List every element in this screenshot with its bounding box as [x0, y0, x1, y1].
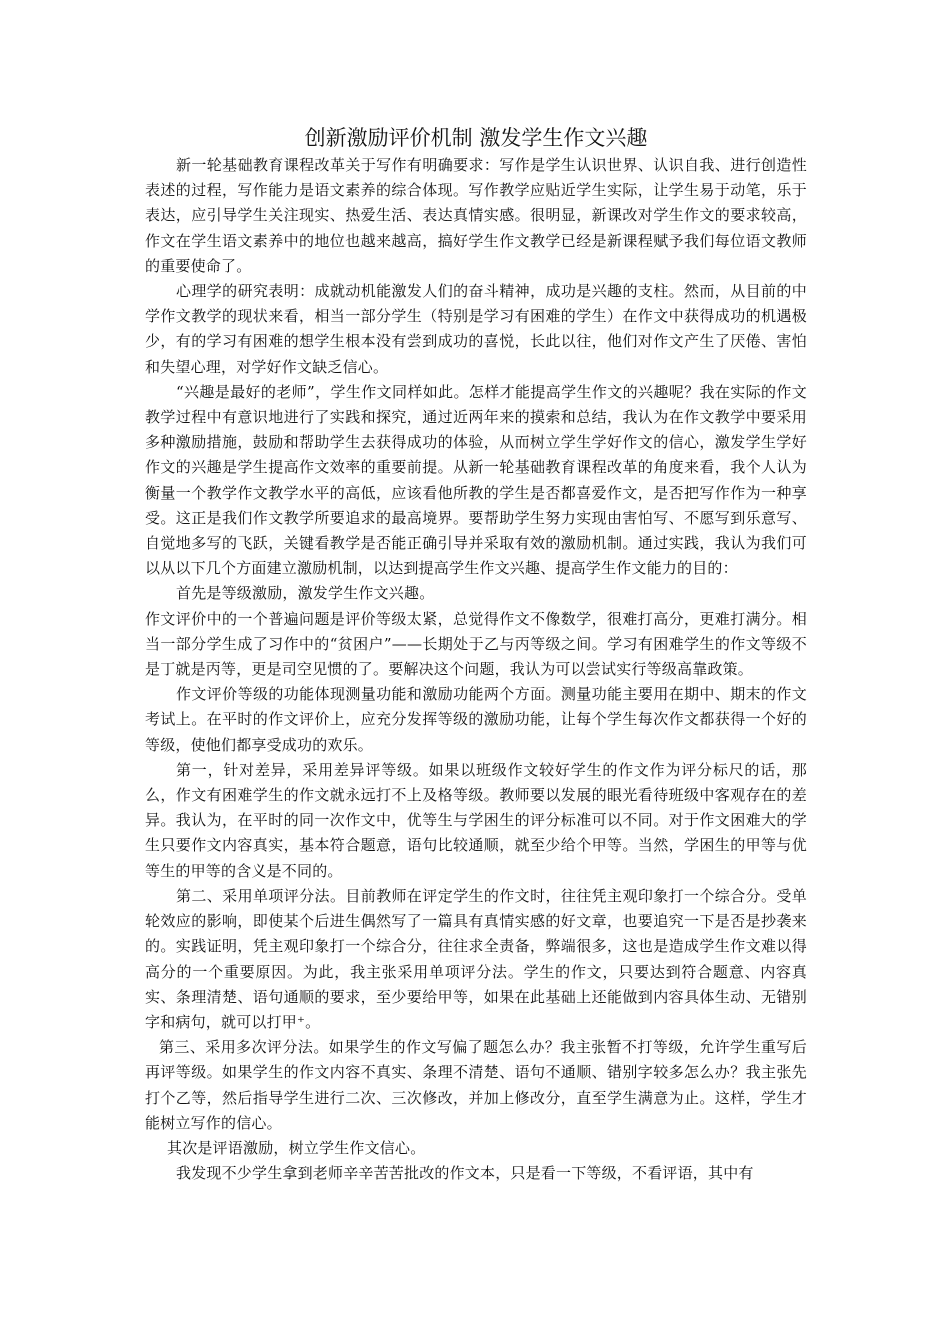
paragraph-4: 首先是等级激励，激发学生作文兴趣。: [176, 584, 435, 603]
paragraph-3: “兴趣是最好的老师”，学生作文同样如此。怎样才能提高学生作文的兴趣呢？我在实际的作文教学过程中有意识地进行了实践和探究，通过近两年来的摸索和总结，我认为在作文教学中要采用多种激励措施，鼓励和帮助学生去获得成功的体验，从而树立学生学好作文的信心，激发学生学好作文的兴趣是学生提高作文效率的重要前提。从新一轮基础教育课程改革的角度来看，我个人认为衡量一个教学作文教学水平的高低，应该看他所教的学生是否都喜爱作文，是否把写作作为一种享受。这正是我们作文教学所要追求的最高境界。要帮助学生努力实现由害怕写、不愿写到乐意写、自觉地多写的飞跃，关键看教学是否能正确引导并采取有效的激励机制。通过实践，我认为我们可以从以下几个方面建立激励机制，以达到提高学生作文兴趣、提高学生作文能力的目的：: [145, 382, 807, 578]
document-title: 创新激励评价机制 激发学生作文兴趣: [304, 126, 648, 150]
paragraph-9: 第三、采用多次评分法。如果学生的作文写偏了题怎么办？我主张暂不打等级，允许学生重写后再评等级。如果学生的作文内容不真实、条理不清楚、语句不通顺、错别字较多怎么办？我主张先打个乙等，然后指导学生进行二次、三次修改，并加上修改分，直至学生满意为止。这样，学生才能树立写作的信心。: [145, 1038, 807, 1132]
document-body: [145, 123, 807, 1186]
paragraph-6: 作文评价等级的功能体现测量功能和激励功能两个方面。测量功能主要用在期中、期末的作文考试上。在平时的作文评价上，应充分发挥等级的激励功能，让每个学生每次作文都获得一个好的等级，使他们都享受成功的欢乐。: [145, 685, 807, 754]
paragraph-7: 第一，针对差异，采用差异评等级。如果以班级作文较好学生的作文作为评分标尺的话，那么，作文有困难学生的作文就永远打不上及格等级。教师要以发展的眼光看待班级中客观存在的差异。我认为，在平时的同一次作文中，优等生与学困生的评分标准可以不同。对于作文困难大的学生只要作文内容真实，基本符合题意，语句比较通顺，就至少给个甲等。当然，学困生的甲等与优等生的甲等的含义是不同的。: [145, 760, 807, 880]
paragraph-1: 新一轮基础教育课程改革关于写作有明确要求：写作是学生认识世界、认识自我、进行创造性表述的过程，写作能力是语文素养的综合体现。写作教学应贴近学生实际，让学生易于动笔，乐于表达，应引导学生关注现实、热爱生活、表达真情实感。很明显，新课改对学生作文的要求较高，作文在学生语文素养中的地位也越来越高，搞好学生作文教学已经是新课程赋予我们每位语文教师的重要使命了。: [145, 156, 807, 275]
paragraph-10: 其次是评语激励，树立学生作文信心。: [167, 1138, 426, 1157]
paragraph-2: 心理学的研究表明：成就动机能激发人们的奋斗精神，成功是兴趣的支柱。然而，从目前的中学作文教学的现状来看，相当一部分学生（特别是学习有困难的学生）在作文中获得成功的机遇极少，有的学习有困难的想学生根本没有尝到成功的喜悦，长此以往，他们对作文产生了厌倦、害怕和失望心理，对学好作文缺乏信心。: [145, 282, 807, 376]
paragraph-5: 作文评价中的一个普遍问题是评价等级太紧，总觉得作文不像数学，很难打高分，更难打满分。相当一部分学生成了习作中的“贫困户”——长期处于乙与丙等级之间。学习有困难学生的作文等级不是丁就是丙等，更是司空见惯的了。要解决这个问题，我认为可以尝试实行等级高靠政策。: [145, 609, 807, 679]
paragraph-11: 我发现不少学生拿到老师辛辛苦苦批改的作文本，只是看一下等级，不看评语，其中有: [176, 1164, 754, 1183]
paragraph-8: 第二、采用单项评分法。目前教师在评定学生的作文时，往往凭主观印象打一个综合分。受单轮效应的影响，即使某个后进生偶然写了一篇具有真情实感的好文章，也要追究一下是否是抄袭来的。实践证明，凭主观印象打一个综合分，往往求全责备，弊端很多，这也是造成学生作文难以得高分的一个重要原因。为此，我主张采用单项评分法。学生的作文，只要达到符合题意、内容真实、条理清楚、语句通顺的要求，至少要给甲等，如果在此基础上还能做到内容具体生动、无错别字和病句，就可以打甲⁺。: [145, 886, 807, 1031]
